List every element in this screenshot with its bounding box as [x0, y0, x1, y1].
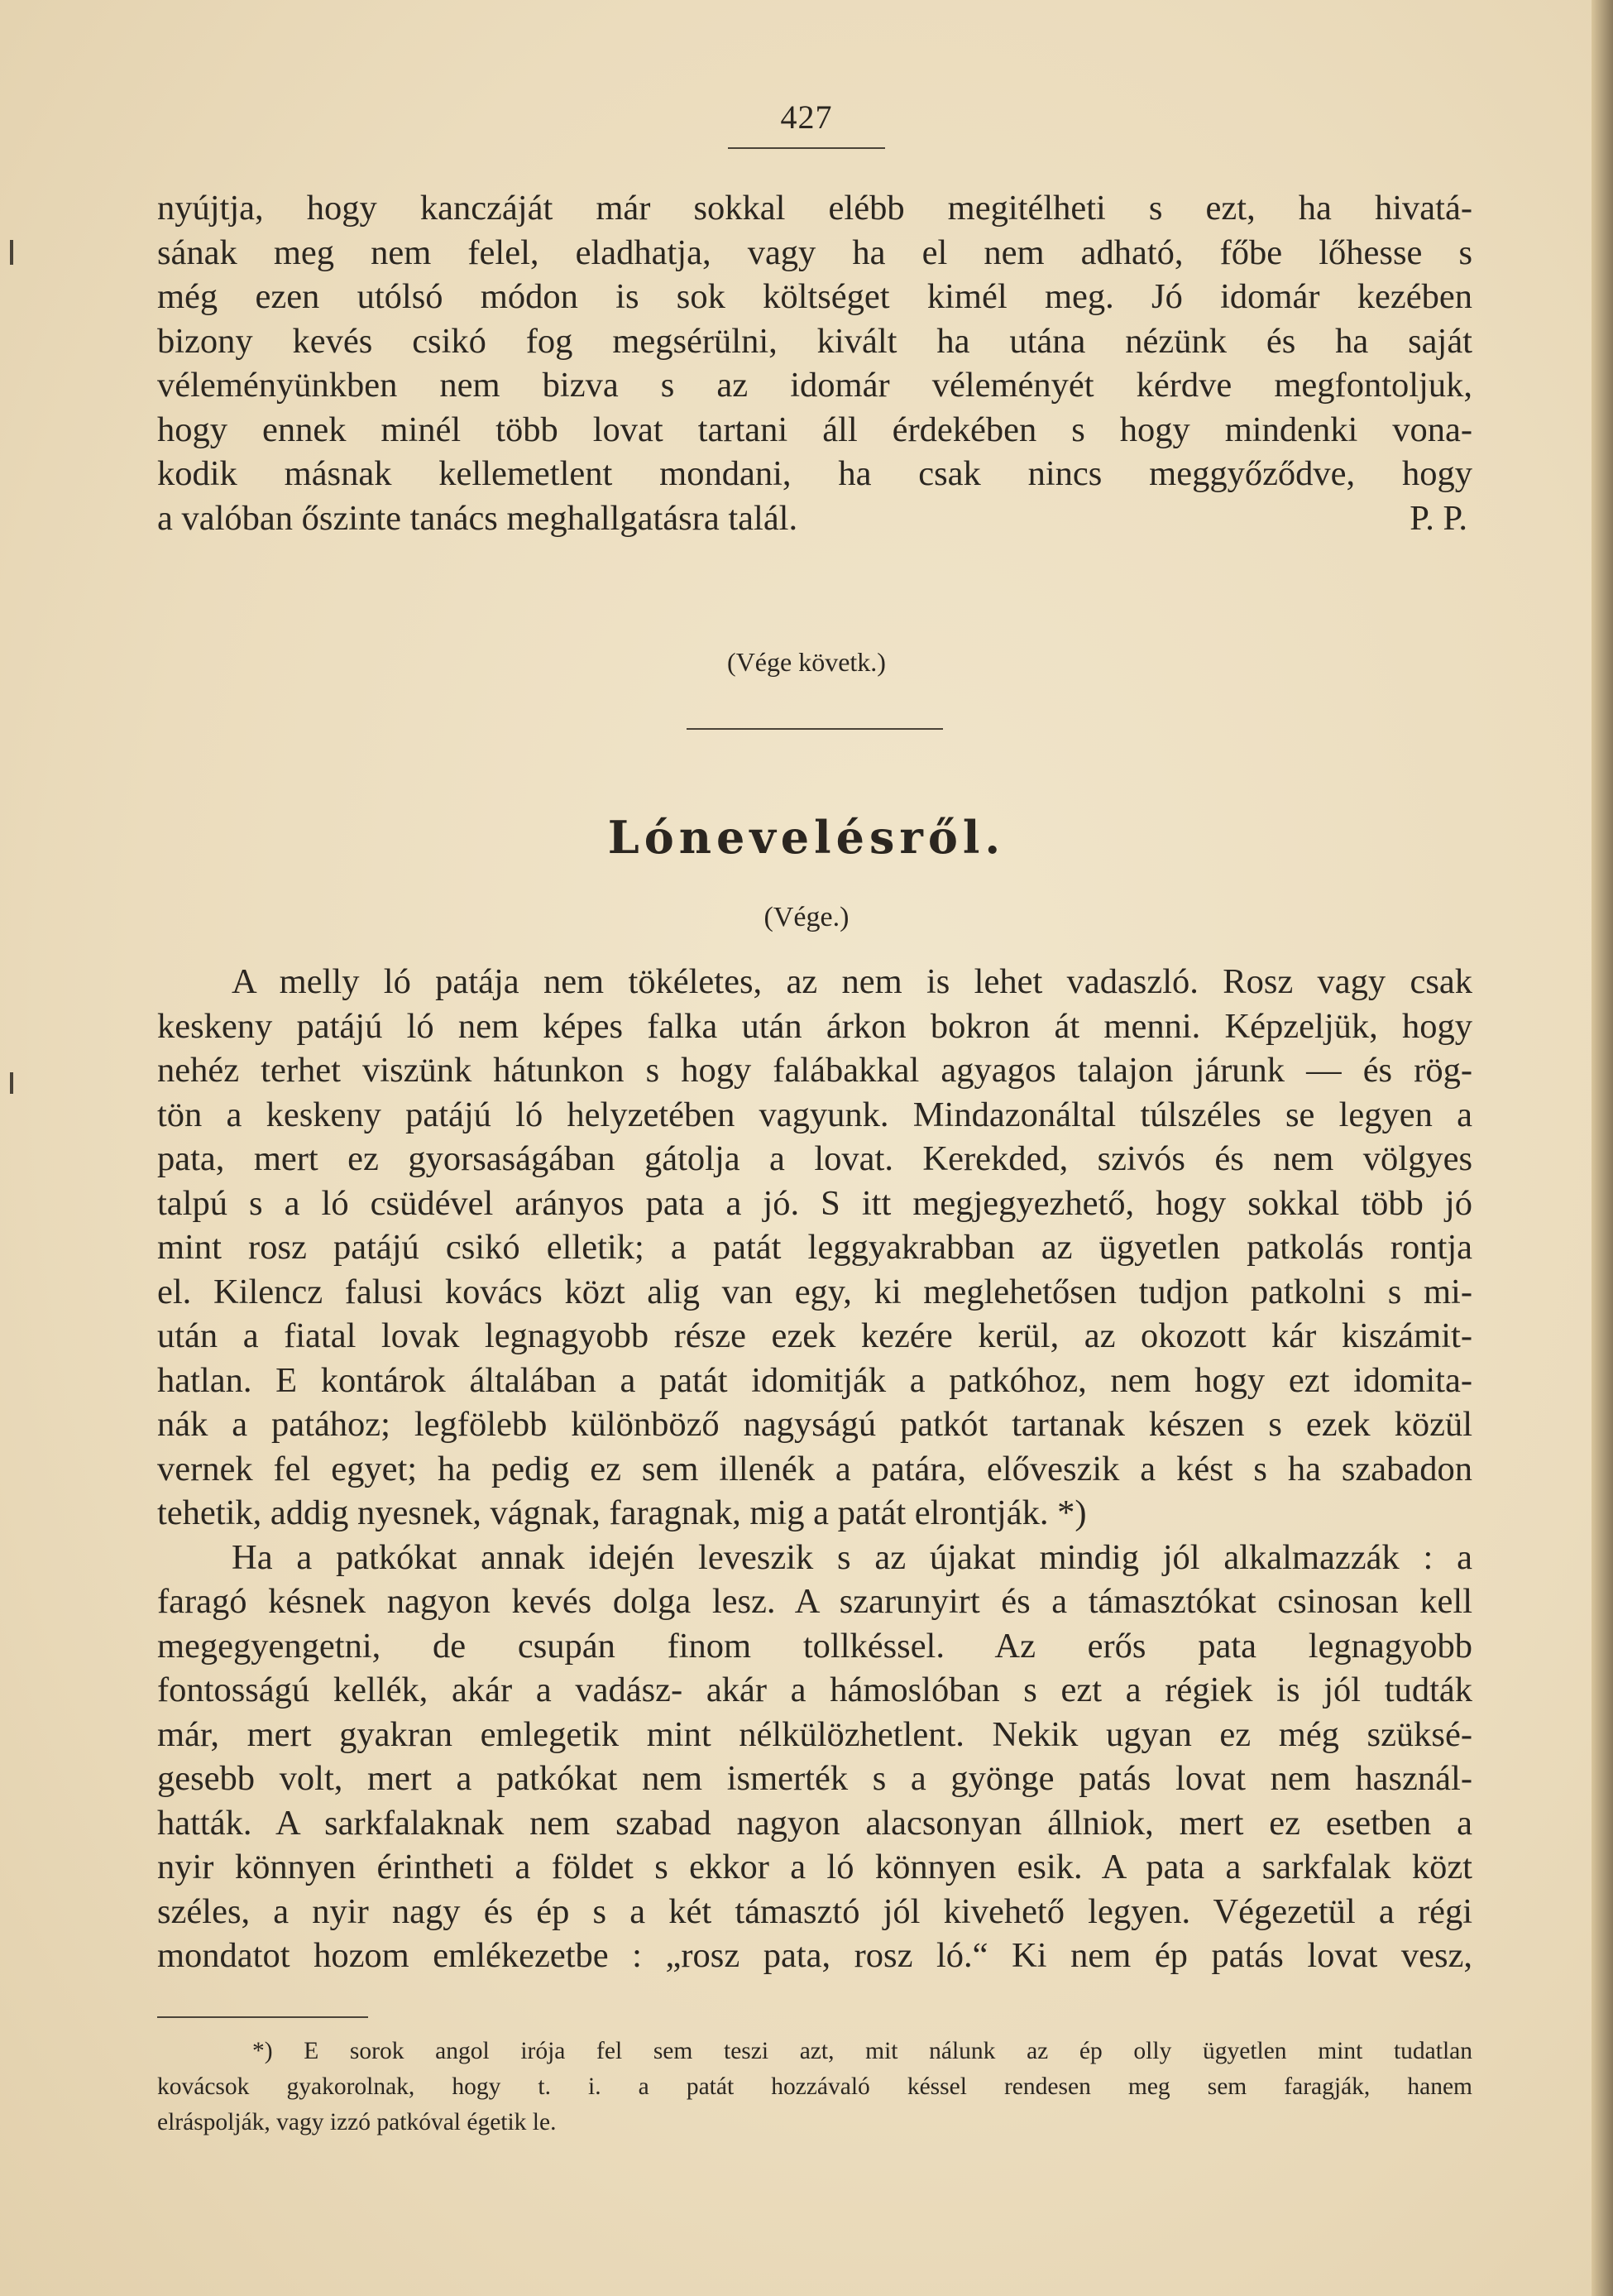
page-number: 427: [780, 98, 833, 136]
text-line: vernek fel egyet; ha pedig ez sem illenék a patára, előveszik a kést s ha szabadon: [157, 1449, 1472, 1488]
continuation-text: [157, 186, 1472, 540]
text-line: nyújtja, hogy kanczáját már sokkal elébb megitélheti s ezt, ha hivatá-: [157, 189, 1472, 228]
text-line: tehetik, addig nyesnek, vágnak, faragnak, mig a patát elrontják. *): [157, 1493, 1087, 1532]
footnote-line: kovácsok gyakorolnak, hogy t. i. a patát hozzávaló késsel rendesen meg sem faragják, hanem: [157, 2073, 1472, 2100]
page-edge-shadow: [1591, 0, 1613, 2296]
text-line: hatlan. E kontárok általában a patát idomitják a patkóhoz, nem hogy ezt idomita-: [157, 1360, 1472, 1400]
text-line: bizony kevés csikó fog megsérülni, kivált ha utána nézünk és ha saját: [157, 321, 1472, 361]
text-line: pata, mert ez gyorsaságában gátolja a lovat. Kerekded, szivós és nem völgyes: [157, 1139, 1472, 1178]
text-line: gesebb volt, mert a patkókat nem ismerték s a gyönge patás lovat nem használ-: [157, 1759, 1472, 1798]
text-line: mondatot hozom emlékezetbe : „rosz pata, rosz ló.“ Ki nem ép patás lovat vesz,: [157, 1936, 1472, 1975]
margin-mark: [10, 240, 13, 265]
text-line: fontosságú kellék, akár a vadász- akár a hámoslóban s ezt a régiek is jól tudták: [157, 1670, 1472, 1709]
text-line: véleményünkben nem bizva s az idomár véleményét kérdve megfontoljuk,: [157, 366, 1472, 405]
text-line: el. Kilencz falusi kovács közt alig van egy, ki meglehetősen tudjon patkolni s mi-: [157, 1272, 1472, 1311]
text-line: kodik másnak kellemetlent mondani, ha csak nincs meggyőződve, hogy: [157, 454, 1472, 493]
text-line: nehéz terhet viszünk hátunkon s hogy falábakkal agyagos talajon járunk — és rög-: [157, 1051, 1472, 1090]
continued-note: (Vége követk.): [727, 647, 886, 677]
footnote-line: *) E sorok angol irója fel sem teszi azt, mit nálunk az ép olly ügyetlen mint tudatlan: [252, 2038, 1472, 2064]
text-line: sának meg nem felel, eladhatja, vagy ha el nem adható, főbe lőhesse s: [157, 232, 1472, 272]
text-line: Ha a patkókat annak idején leveszik s az újakat mindig jól alkalmazzák : a: [232, 1537, 1472, 1577]
text-line: már, mert gyakran emlegetik mint nélkülözhetlent. Nekik ugyan ez még szüksé-: [157, 1714, 1472, 1754]
page-number-rule: [728, 147, 885, 149]
article-subtitle: (Vége.): [763, 902, 850, 932]
text-line: faragó késnek nagyon kevés dolga lesz. A szarunyirt és a támasztókat csinosan kell: [157, 1582, 1472, 1621]
text-line: talpú s a ló csüdével arányos pata a jó. S itt megjegyezhető, hogy sokkal több jó: [157, 1183, 1472, 1223]
footnote-line: elráspolják, vagy izzó patkóval égetik le.: [157, 2109, 557, 2135]
text-line: után a fiatal lovak legnagyobb része ezek kezére kerül, az okozott kár kiszámit-: [157, 1316, 1472, 1355]
text-line: mint rosz patájú csikó elletik; a patát leggyakrabban az ügyetlen patkolás rontja: [157, 1228, 1472, 1267]
article-body: [157, 960, 1472, 1978]
section-divider: [687, 728, 943, 730]
text-line: még ezen utólsó módon is sok költséget kimél meg. Jó idomár kezében: [157, 277, 1472, 316]
article-title: Lónevelésről.: [607, 811, 1006, 864]
text-line: nák a patához; legfölebb különböző nagyságú patkót tartanak készen s ezek közül: [157, 1405, 1472, 1444]
text-line: széles, a nyir nagy és ép s a két támasztó jól kivehető legyen. Végezetül a régi: [157, 1891, 1472, 1931]
margin-mark: [10, 1072, 13, 1094]
text-line: nyir könnyen érintheti a földet s ekkor a ló könnyen esik. A pata a sarkfalak közt: [157, 1848, 1472, 1886]
footnote: [157, 2034, 1472, 2140]
text-line: hogy ennek minél több lovat tartani áll érdekében s hogy mindenki vona-: [157, 410, 1472, 449]
footnote-rule: [157, 2016, 368, 2018]
text-line: tön a keskeny patájú ló helyzetében vagyunk. Mindazonáltal túlszéles se legyen a: [157, 1095, 1472, 1134]
text-line: keskeny patájú ló nem képes falka után árkon bokron át menni. Képzeljük, hogy: [157, 1006, 1472, 1046]
text-line: a valóban őszinte tanács meghallgatásra talál.: [157, 498, 798, 538]
text-line: megegyengetni, de csupán finom tollkéssel. Az erős pata legnagyobb: [157, 1626, 1472, 1666]
author-signature: P. P.: [1410, 498, 1467, 538]
closing-line: [157, 496, 1472, 541]
text-line: hatták. A sarkfalaknak nem szabad nagyon alacsonyan állniok, mert ez esetben a: [157, 1803, 1472, 1843]
text-line: A melly ló patája nem tökéletes, az nem is lehet vadaszló. Rosz vagy csak: [232, 962, 1472, 1001]
